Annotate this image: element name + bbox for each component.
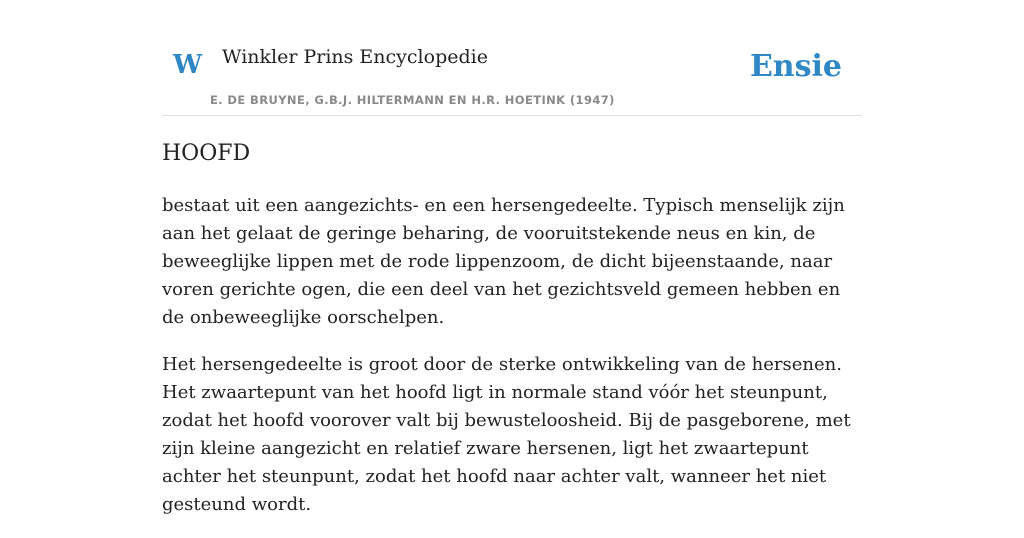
entry-body: [162, 192, 862, 538]
ensie-logo[interactable]: Ensie: [749, 49, 842, 84]
entry-title: HOOFD: [162, 141, 251, 166]
entry-paragraph: Het hersengedeelte is groot door de sterke ontwikkeling van de hersenen. Het zwaartepunt van het hoofd ligt in normale stand vóór het steunpunt, zodat het hoofd voorover valt bij bewusteloosheid. Bij de pasgeborene, met zijn kleine aangezicht en relatief zware hersenen, ligt het zwaartepunt achter het steunpunt, zodat het hoofd naar achter valt, wanneer het niet gesteund wordt.: [162, 354, 851, 515]
winkler-prins-logo[interactable]: W: [173, 50, 203, 80]
publication-header: [162, 0, 862, 116]
entry-paragraph: bestaat uit een aangezichts- en een hersengedeelte. Typisch menselijk zijn aan het gelaat de geringe beharing, de vooruitstekende neus en kin, de beweeglijke lippen met de rode lippenzoom, de dicht bijeenstaande, naar voren gerichte ogen, die een deel van het gezichtsveld gemeen hebben en de onbeweeglijke oorschelpen.: [162, 195, 845, 328]
publication-authors: E. DE BRUYNE, G.B.J. HILTERMANN EN H.R. HOETINK (1947): [210, 93, 615, 107]
publication-title[interactable]: Winkler Prins Encyclopedie: [222, 46, 488, 68]
page-container: [162, 0, 862, 515]
